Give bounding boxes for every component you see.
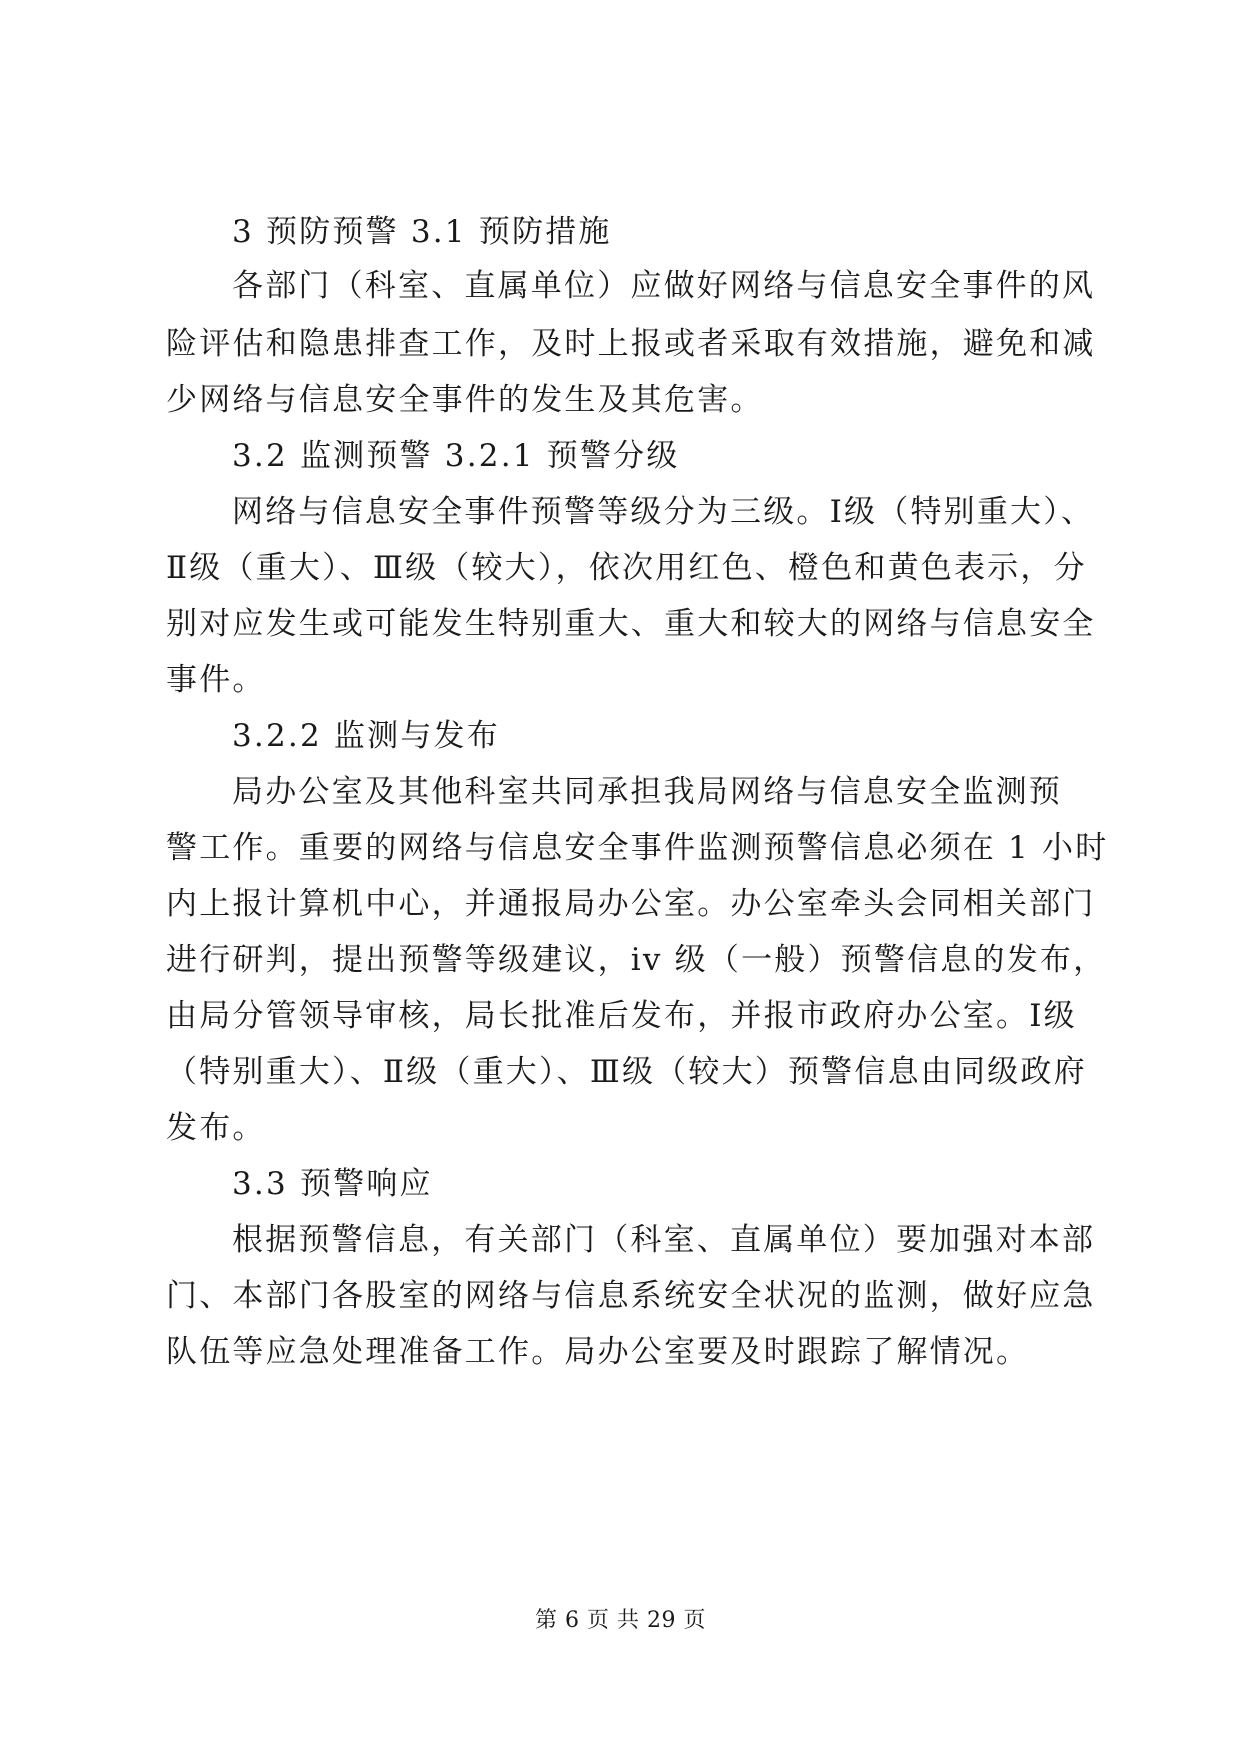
section-heading-3: 3 预防预警 3.1 预防措施 [232, 214, 612, 250]
paragraph-line: 内上报计算机中心，并通报局办公室。办公室牵头会同相关部门 [166, 886, 1096, 922]
paragraph-line: Ⅱ级（重大）、Ⅲ级（较大），依次用红色、橙色和黄色表示，分 [166, 550, 1087, 586]
page-indicator: 第 6 页 共 29 页 [535, 1608, 706, 1633]
paragraph-line: 险评估和隐患排查工作，及时上报或者采取有效措施，避免和减 [166, 326, 1096, 362]
paragraph-line: 根据预警信息，有关部门（科室、直属单位）要加强对本部 [232, 1222, 1096, 1258]
paragraph-line: 队伍等应急处理准备工作。局办公室要及时跟踪了解情况。 [166, 1334, 1030, 1370]
paragraph-line: 局办公室及其他科室共同承担我局网络与信息安全监测预 [232, 774, 1062, 810]
paragraph-line: （特别重大）、Ⅱ级（重大）、Ⅲ级（较大）预警信息由同级政府 [166, 1054, 1087, 1090]
section-heading-3-3: 3.3 预警响应 [232, 1166, 433, 1202]
paragraph-line: 警工作。重要的网络与信息安全事件监测预警信息必须在 1 小时 [166, 830, 1109, 866]
paragraph-line: 少网络与信息安全事件的发生及其危害。 [166, 382, 764, 418]
page-footer [0, 1606, 1241, 1636]
section-heading-3-2: 3.2 监测预警 3.2.1 预警分级 [232, 438, 680, 474]
paragraph-line: 由局分管领导审核，局长批准后发布，并报市政府办公室。Ⅰ级 [166, 998, 1077, 1034]
paragraph-line: 门、本部门各股室的网络与信息系统安全状况的监测，做好应急 [166, 1278, 1096, 1314]
paragraph-line: 进行研判，提出预警等级建议，iv 级（一般）预警信息的发布， [166, 942, 1107, 978]
section-heading-3-2-2: 3.2.2 监测与发布 [232, 718, 500, 754]
paragraph-line: 别对应发生或可能发生特别重大、重大和较大的网络与信息安全 [166, 606, 1096, 642]
paragraph-line: 发布。 [166, 1110, 266, 1146]
paragraph-line: 网络与信息安全事件预警等级分为三级。Ⅰ级（特别重大）、 [232, 494, 1095, 530]
paragraph-line: 各部门（科室、直属单位）应做好网络与信息安全事件的风 [232, 268, 1096, 304]
paragraph-line: 事件。 [166, 662, 266, 698]
